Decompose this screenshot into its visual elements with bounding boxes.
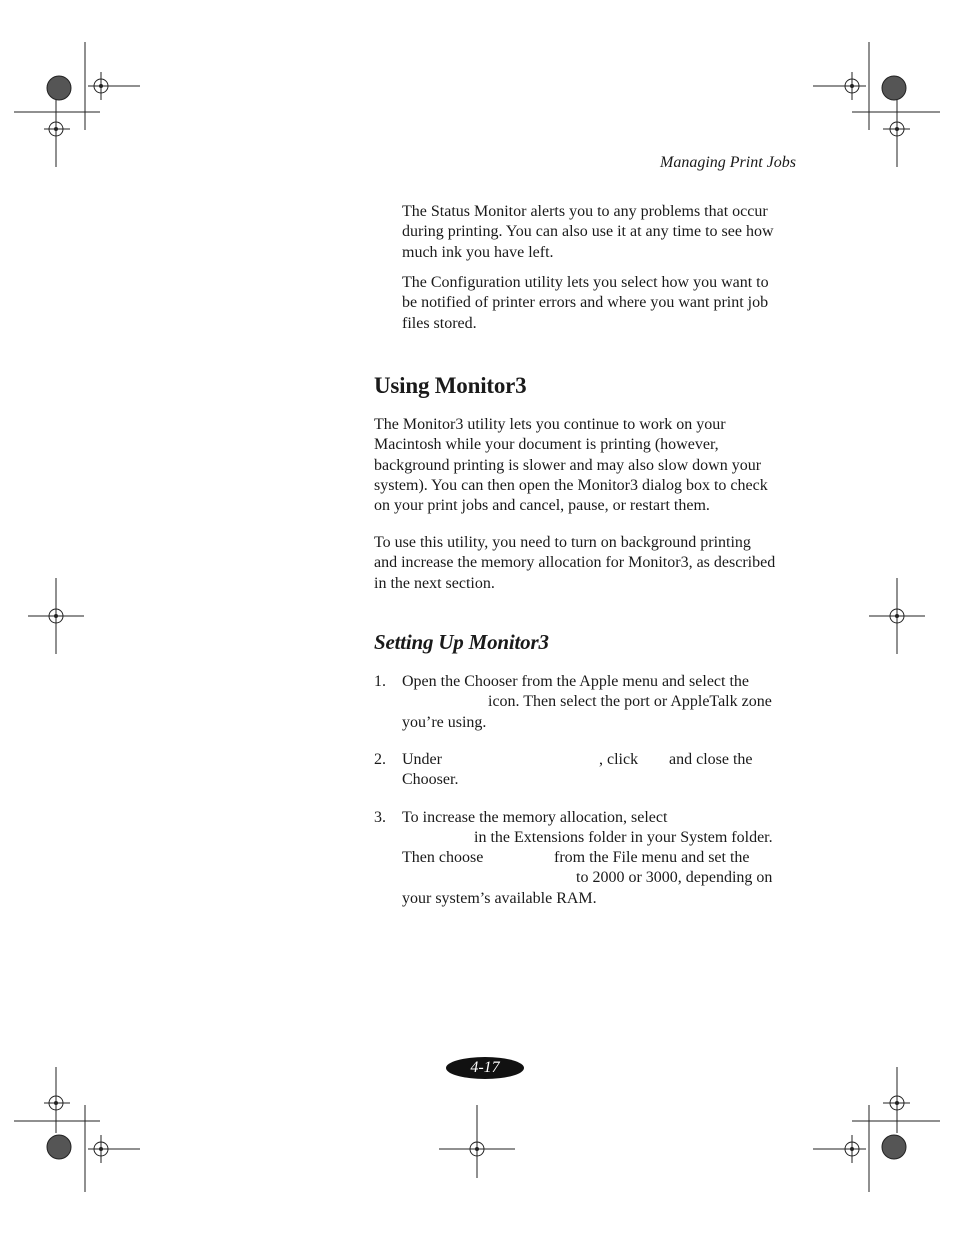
- step-text: your system’s available RAM.: [402, 890, 597, 907]
- step-text: To increase the memory allocation, select: [402, 809, 668, 826]
- step-text: in the Extensions folder in your System folder.: [474, 829, 773, 846]
- step-text: , click: [599, 751, 639, 768]
- step-number: 1.: [374, 673, 386, 690]
- text-line: background printing is slower and may also slow down your: [374, 456, 762, 474]
- intro-paragraph-1: [402, 202, 797, 263]
- text-line: files stored.: [402, 314, 477, 332]
- intro-paragraph-2: [402, 273, 797, 334]
- step-text: and close the: [669, 751, 753, 768]
- text-line: and increase the memory allocation for Monitor3, as described: [374, 554, 776, 572]
- subsection-heading: Setting Up Monitor3: [374, 630, 549, 654]
- step-text: to 2000 or 3000, depending on: [576, 869, 773, 886]
- text-line: The Status Monitor alerts you to any problems that occur: [402, 203, 768, 220]
- section-heading: Using Monitor3: [374, 373, 527, 398]
- text-line: To use this utility, you need to turn on background printing: [374, 534, 751, 551]
- step-text: Open the Chooser from the Apple menu and select the: [402, 673, 750, 690]
- text-line: Macintosh while your document is printing (however,: [374, 436, 719, 454]
- step-text: from the File menu and set the: [554, 849, 750, 866]
- section-paragraph-1: [374, 415, 797, 516]
- step-3: [374, 808, 797, 912]
- step-text: Then choose: [402, 849, 484, 866]
- step-text: you’re using.: [402, 714, 487, 731]
- step-number: 2.: [374, 751, 386, 768]
- step-1: [374, 672, 797, 734]
- text-line: in the next section.: [374, 574, 495, 592]
- text-line: system). You can then open the Monitor3 dialog box to check: [374, 476, 768, 494]
- text-line: The Configuration utility lets you select how you want to: [402, 274, 769, 291]
- section-paragraph-2: [374, 533, 797, 594]
- text-line: The Monitor3 utility lets you continue to work on your: [374, 416, 726, 433]
- running-header: Managing Print Jobs: [660, 154, 796, 171]
- step-number: 3.: [374, 809, 386, 826]
- page-number-badge: 4-17: [446, 1057, 524, 1079]
- text-line: be notified of printer errors and where you want print job: [402, 294, 769, 312]
- step-text: icon. Then select the port or AppleTalk zone: [488, 693, 772, 710]
- step-2: [374, 750, 797, 792]
- step-text: Chooser.: [402, 771, 459, 788]
- text-line: much ink you have left.: [402, 243, 554, 261]
- text-line: during printing. You can also use it at any time to see how: [402, 223, 774, 241]
- step-text: Under: [402, 751, 442, 768]
- text-line: on your print jobs and cancel, pause, or restart them.: [374, 497, 710, 515]
